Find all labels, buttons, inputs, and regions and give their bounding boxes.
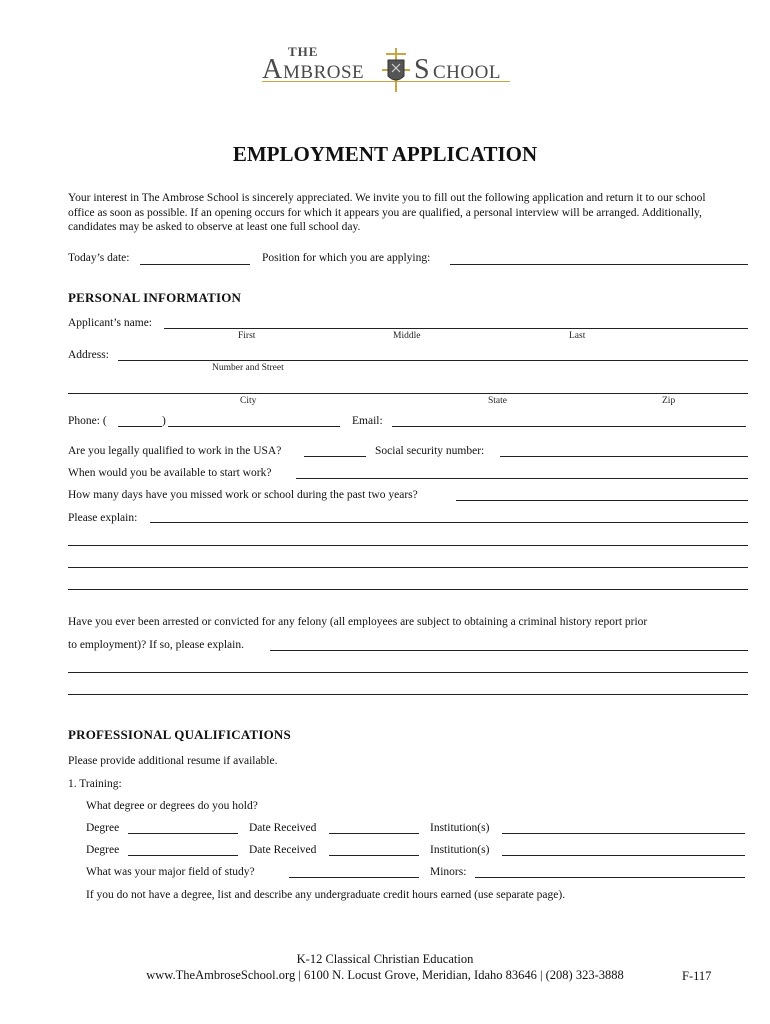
date-received-field-2[interactable] bbox=[329, 855, 419, 856]
address-city-state-zip-field[interactable] bbox=[68, 393, 748, 394]
date-received-label-2: Date Received bbox=[249, 844, 317, 856]
personal-info-heading: PERSONAL INFORMATION bbox=[68, 290, 242, 305]
missed-days-field[interactable] bbox=[456, 500, 748, 501]
arrested-question-line2: to employment)? If so, please explain. bbox=[68, 639, 244, 651]
name-last-sublabel: Last bbox=[569, 331, 586, 341]
position-field[interactable] bbox=[450, 264, 748, 265]
applicant-name-label: Applicant’s name: bbox=[68, 317, 152, 329]
logo-school-s: S bbox=[414, 54, 430, 85]
degree-field-2[interactable] bbox=[128, 855, 238, 856]
logo-crest-icon bbox=[382, 48, 410, 92]
institutions-field-1[interactable] bbox=[502, 833, 745, 834]
please-explain-label: Please explain: bbox=[68, 512, 138, 524]
major-label: What was your major field of study? bbox=[86, 866, 255, 878]
footer-tagline: K-12 Classical Christian Education bbox=[296, 952, 474, 966]
professional-qualifications-heading: PROFESSIONAL QUALIFICATIONS bbox=[68, 727, 291, 742]
degree-field-1[interactable] bbox=[128, 833, 238, 834]
address-street-field[interactable] bbox=[118, 360, 748, 361]
start-work-label: When would you be available to start work? bbox=[68, 467, 272, 479]
phone-close-paren: ) bbox=[162, 415, 166, 427]
no-degree-note: If you do not have a degree, list and describe any undergraduate credit hours earned (use separate page). bbox=[86, 889, 566, 901]
logo-ambrose-rest: MBROSE bbox=[283, 62, 365, 83]
explain-field-2[interactable] bbox=[68, 545, 748, 546]
state-sublabel: State bbox=[488, 396, 507, 406]
ssn-field[interactable] bbox=[500, 456, 748, 457]
training-label: 1. Training: bbox=[68, 778, 122, 790]
degree-label-2: Degree bbox=[86, 844, 120, 856]
zip-sublabel: Zip bbox=[662, 396, 676, 406]
missed-days-label: How many days have you missed work or school during the past two years? bbox=[68, 489, 418, 501]
arrested-field-3[interactable] bbox=[68, 694, 748, 695]
form-code: F-117 bbox=[682, 969, 712, 983]
logo-underline bbox=[262, 81, 510, 82]
degree-label-1: Degree bbox=[86, 822, 120, 834]
phone-number-field[interactable] bbox=[168, 426, 340, 427]
minors-field[interactable] bbox=[475, 877, 745, 878]
start-work-field[interactable] bbox=[296, 478, 748, 479]
intro-paragraph: Your interest in The Ambrose School is sincerely appreciated. We invite you to fill out the following application and return it to our school office as soon as possible. If an opening occurs for which it appears you are qualified, a personal interview will be arranged. Additionally, candidates may be asked to observe at least one full school day. bbox=[68, 192, 706, 233]
minors-label: Minors: bbox=[430, 866, 467, 878]
page-title: EMPLOYMENT APPLICATION bbox=[232, 142, 538, 166]
resume-note: Please provide additional resume if available. bbox=[68, 755, 278, 767]
date-received-label-1: Date Received bbox=[249, 822, 317, 834]
institutions-label-2: Institution(s) bbox=[430, 844, 490, 856]
name-middle-sublabel: Middle bbox=[393, 331, 421, 341]
name-first-sublabel: First bbox=[238, 331, 256, 341]
school-logo bbox=[258, 44, 518, 96]
email-label: Email: bbox=[352, 415, 383, 427]
phone-label: Phone: ( bbox=[68, 415, 107, 427]
ssn-label: Social security number: bbox=[375, 445, 485, 457]
degrees-question: What degree or degrees do you hold? bbox=[86, 800, 258, 812]
major-field[interactable] bbox=[289, 877, 419, 878]
position-label: Position for which you are applying: bbox=[262, 252, 431, 264]
explain-field-3[interactable] bbox=[68, 567, 748, 568]
arrested-field-2[interactable] bbox=[68, 672, 748, 673]
date-received-field-1[interactable] bbox=[329, 833, 419, 834]
applicant-name-field[interactable] bbox=[164, 328, 748, 329]
legal-work-label: Are you legally qualified to work in the USA? bbox=[68, 445, 282, 457]
explain-field-1[interactable] bbox=[150, 522, 748, 523]
email-field[interactable] bbox=[392, 426, 746, 427]
todays-date-label: Today’s date: bbox=[68, 252, 130, 264]
logo-the: THE bbox=[288, 44, 319, 59]
footer-contact: www.TheAmbroseSchool.org | 6100 N. Locust Grove, Meridian, Idaho 83646 | (208) 323-3888 bbox=[146, 968, 624, 982]
institutions-label-1: Institution(s) bbox=[430, 822, 490, 834]
address-street-sublabel: Number and Street bbox=[212, 363, 284, 373]
arrested-field-1[interactable] bbox=[270, 650, 748, 651]
institutions-field-2[interactable] bbox=[502, 855, 745, 856]
legal-work-field[interactable] bbox=[304, 456, 366, 457]
arrested-question-line1: Have you ever been arrested or convicted for any felony (all employees are subject to obtaining a criminal history report prior bbox=[68, 616, 648, 628]
todays-date-field[interactable] bbox=[140, 264, 250, 265]
logo-school-rest: CHOOL bbox=[433, 62, 501, 83]
phone-area-code-field[interactable] bbox=[118, 426, 162, 427]
city-sublabel: City bbox=[240, 396, 257, 406]
address-label: Address: bbox=[68, 349, 109, 361]
explain-field-4[interactable] bbox=[68, 589, 748, 590]
logo-ambrose-a: A bbox=[262, 54, 283, 85]
